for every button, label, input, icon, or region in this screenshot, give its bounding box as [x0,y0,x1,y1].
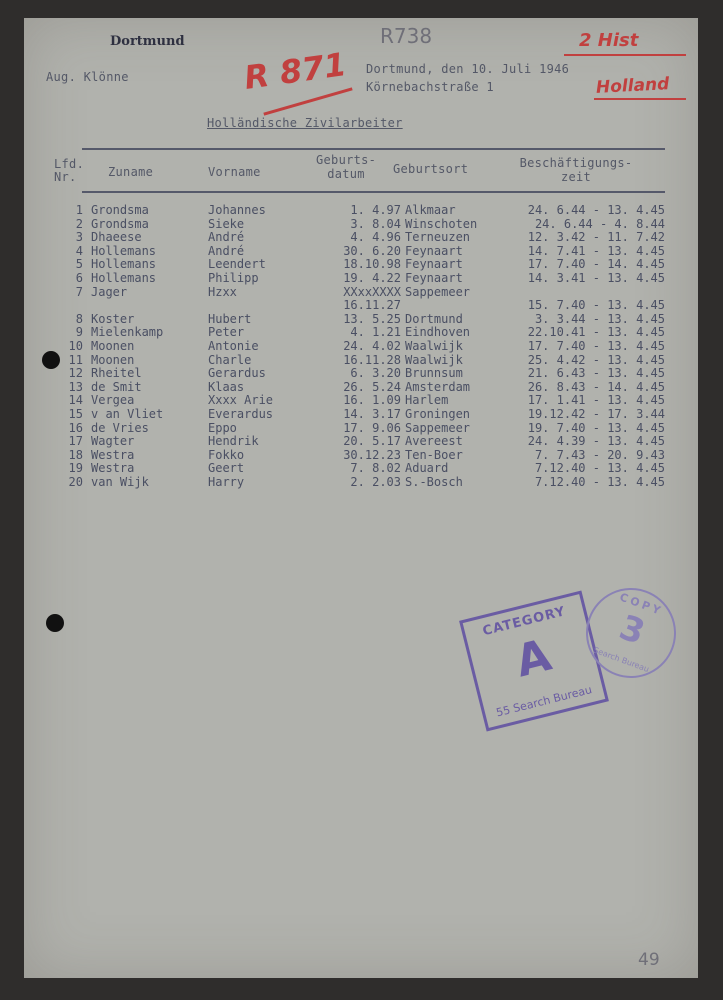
table-row [58,367,665,381]
row-birthplace: Feynaart [405,270,463,285]
row-birthdate: 16. 1.09 [343,393,401,408]
row-employment-period: 14. 3.41 - 13. 4.45 [527,270,665,285]
date-line: Dortmund, den 10. Juli 1946 [366,62,570,76]
row-employment-period: 7. 7.43 - 20. 9.43 [534,447,665,462]
row-employment-period: 19. 7.40 - 13. 4.45 [527,420,665,435]
row-firstname: Geert [208,461,245,476]
row-birthplace: Feynaart [405,243,463,258]
row-number: 6 [75,270,83,285]
row-number: 1 [75,203,83,217]
row-number: 2 [75,216,83,231]
table-row [58,286,665,300]
row-number [58,299,91,313]
row-employment-period: 17. 7.40 - 13. 4.45 [527,338,665,353]
worker-table [58,204,665,489]
col-zuname-header: Zuname [108,165,154,179]
table-row [58,476,665,490]
row-birthplace: Brunnsum [405,366,463,381]
row-surname [91,299,208,313]
row-employment-period: 19.12.42 - 17. 3.44 [527,406,665,421]
row-surname: Hollemans [91,257,157,272]
row-surname: de Vries [91,420,149,435]
row-birthdate: 16.11.28 [343,352,401,367]
table-row [58,313,665,327]
document-title: Holländische Zivilarbeiter [207,116,403,130]
category-stamp-bureau: 55 Search Bureau [494,683,594,720]
row-birthplace: Feynaart [405,257,463,272]
red-pencil-country-underline [594,98,686,100]
row-birthplace: Eindhoven [405,325,471,340]
row-surname: Rheitel [91,366,142,381]
row-surname: Mielenkamp [91,325,164,340]
row-number: 4 [75,243,83,258]
row-firstname: Eppo [208,420,237,435]
row-birthdate: 30.12.23 [343,447,401,462]
row-birthplace: Terneuzen [405,230,471,245]
row-number: 9 [75,325,83,340]
row-employment-period [505,286,665,300]
table-row [58,422,665,436]
sender-name: Aug. Klönne [46,70,129,84]
table-row [58,449,665,463]
row-firstname: Sieke [208,216,245,231]
copy-stamp-title: COPY [617,590,666,619]
row-birthdate: 13. 5.25 [343,311,401,326]
row-birthdate: 2. 2.03 [350,474,401,489]
category-stamp-title: CATEGORY [481,604,568,640]
table-row [58,299,665,313]
row-surname: Jager [91,284,128,299]
row-employment-period: 12. 3.42 - 11. 7.42 [527,230,665,245]
row-firstname: Charle [208,352,252,367]
row-birthplace: Sappemeer [405,284,471,299]
category-stamp [459,590,609,731]
row-birthdate: 24. 4.02 [343,338,401,353]
row-firstname: Hubert [208,311,252,326]
row-employment-period: 17. 1.41 - 13. 4.45 [527,393,665,408]
row-firstname: Peter [208,325,245,340]
row-birthdate: XXxxXXXX [343,284,401,299]
row-birthplace: Waalwijk [405,338,463,353]
worker-table-body [58,204,665,489]
row-surname: Koster [91,311,135,326]
row-firstname [208,299,321,313]
row-number: 16 [68,420,83,435]
row-number: 14 [68,393,83,408]
table-row [58,381,665,395]
copy-stamp-number: 3 [614,607,650,654]
copy-stamp-bureau: Search Bureau [592,645,651,675]
row-employment-period: 24. 4.39 - 13. 4.45 [527,434,665,449]
row-firstname: Fokko [208,447,245,462]
row-employment-period: 14. 7.41 - 13. 4.45 [527,243,665,258]
row-surname: Hollemans [91,243,157,258]
row-surname: Westra [91,461,135,476]
row-surname: de Smit [91,379,142,394]
row-number: 17 [68,434,83,449]
header-rule-top [82,148,665,150]
row-employment-period: 7.12.40 - 13. 4.45 [534,474,665,489]
table-row [58,326,665,340]
row-number: 20 [68,474,83,489]
row-surname: van Wijk [91,474,149,489]
row-birthplace: Winschoten [405,216,478,231]
table-row [58,462,665,476]
row-birthdate: 4. 1.21 [350,325,401,340]
col-vorname-header: Vorname [208,165,261,179]
page-number: 49 [638,950,660,970]
row-birthplace: S.-Bosch [405,474,463,489]
row-number: 8 [75,311,83,326]
row-number: 19 [68,461,83,476]
row-surname: Grondsma [91,216,149,231]
row-number: 12 [68,366,83,381]
row-birthdate: 20. 5.17 [343,434,401,449]
address-line: Körnebachstraße 1 [366,80,494,94]
row-birthdate: 1. 4.97 [350,203,401,217]
row-number: 15 [68,406,83,421]
row-firstname: Hzxx [208,284,237,299]
table-row [58,218,665,232]
table-row [58,354,665,368]
row-firstname: Leendert [208,257,266,272]
row-number: 7 [75,284,83,299]
table-row [58,258,665,272]
row-surname: Hollemans [91,270,157,285]
row-birthdate: 7. 8.02 [350,461,401,476]
col-beschaeftigung-header: Beschäftigungs- zeit [519,156,633,184]
row-surname: Wagter [91,434,135,449]
row-birthplace: Sappemeer [405,420,471,435]
table-row [58,408,665,422]
row-birthdate: 4. 4.96 [350,230,401,245]
col-geburtsdatum-header: Geburts- datum [316,153,377,181]
table-row [58,394,665,408]
row-firstname: Harry [208,474,245,489]
row-employment-period: 15. 7.40 - 13. 4.45 [527,298,665,313]
city-stamp: Dortmund [110,34,185,49]
row-firstname: Antonie [208,338,259,353]
red-pencil-count: 2 Hist [579,30,639,51]
row-birthplace: Ten-Boer [405,447,463,462]
row-firstname: André [208,230,245,245]
row-birthdate: 18.10.98 [343,257,401,272]
table-row [58,435,665,449]
table-row [58,204,665,218]
row-surname: Moonen [91,352,135,367]
red-pencil-line [564,54,686,56]
punch-hole-bottom [46,614,64,632]
row-birthdate: 30. 6.20 [343,243,401,258]
row-employment-period: 24. 6.44 - 4. 8.44 [534,216,665,231]
red-pencil-reference: R 871 [241,45,349,97]
row-surname: Westra [91,447,135,462]
row-firstname: Gerardus [208,366,266,381]
row-birthdate: 14. 3.17 [343,406,401,421]
row-birthplace: Dortmund [405,311,463,326]
col-geburtsort-header: Geburtsort [393,162,469,176]
table-row [58,340,665,354]
row-firstname: Klaas [208,379,245,394]
row-birthdate: 17. 9.06 [343,420,401,435]
row-firstname: Everardus [208,406,274,421]
row-number: 3 [75,230,83,245]
row-firstname: Hendrik [208,434,259,449]
row-surname: Dhaeese [91,230,142,245]
row-number: 13 [68,379,83,394]
row-employment-period: 7.12.40 - 13. 4.45 [534,461,665,476]
row-employment-period: 17. 7.40 - 14. 4.45 [527,257,665,272]
col-nr-header: Lfd. Nr. [54,157,85,184]
row-employment-period: 26. 8.43 - 14. 4.45 [527,379,665,394]
row-number: 10 [68,338,83,353]
row-number: 18 [68,447,83,462]
row-firstname: André [208,243,245,258]
grey-pencil-reference: R738 [380,24,433,48]
row-employment-period: 24. 6.44 - 13. 4.45 [527,203,665,217]
row-employment-period: 25. 4.42 - 13. 4.45 [527,352,665,367]
table-row [58,231,665,245]
row-birthdate: 3. 8.04 [350,216,401,231]
row-surname: v an Vliet [91,406,164,421]
table-row [58,245,665,259]
row-birthplace: Amsterdam [405,379,471,394]
row-birthplace [405,299,505,313]
header-rule-bottom [82,191,665,193]
row-firstname: Philipp [208,270,259,285]
table-row [58,272,665,286]
row-birthplace: Alkmaar [405,203,456,217]
row-birthplace: Harlem [405,393,449,408]
document-page [24,18,698,978]
row-birthdate: 26. 5.24 [343,379,401,394]
row-number: 11 [68,352,83,367]
category-stamp-letter: A [510,629,557,688]
row-birthplace: Avereest [405,434,463,449]
row-firstname: Xxxx Arie [208,393,274,408]
row-birthplace: Waalwijk [405,352,463,367]
row-surname: Grondsma [91,203,149,217]
row-birthplace: Aduard [405,461,449,476]
row-employment-period: 22.10.41 - 13. 4.45 [527,325,665,340]
red-pencil-country: Holland [595,74,670,98]
row-surname: Vergea [91,393,135,408]
row-birthdate: 6. 3.20 [350,366,401,381]
row-number: 5 [75,257,83,272]
row-birthdate: 19. 4.22 [343,270,401,285]
row-firstname: Johannes [208,203,266,217]
row-birthplace: Groningen [405,406,471,421]
row-employment-period: 21. 6.43 - 13. 4.45 [527,366,665,381]
row-surname: Moonen [91,338,135,353]
row-birthdate: 16.11.27 [343,298,401,313]
row-employment-period: 3. 3.44 - 13. 4.45 [534,311,665,326]
